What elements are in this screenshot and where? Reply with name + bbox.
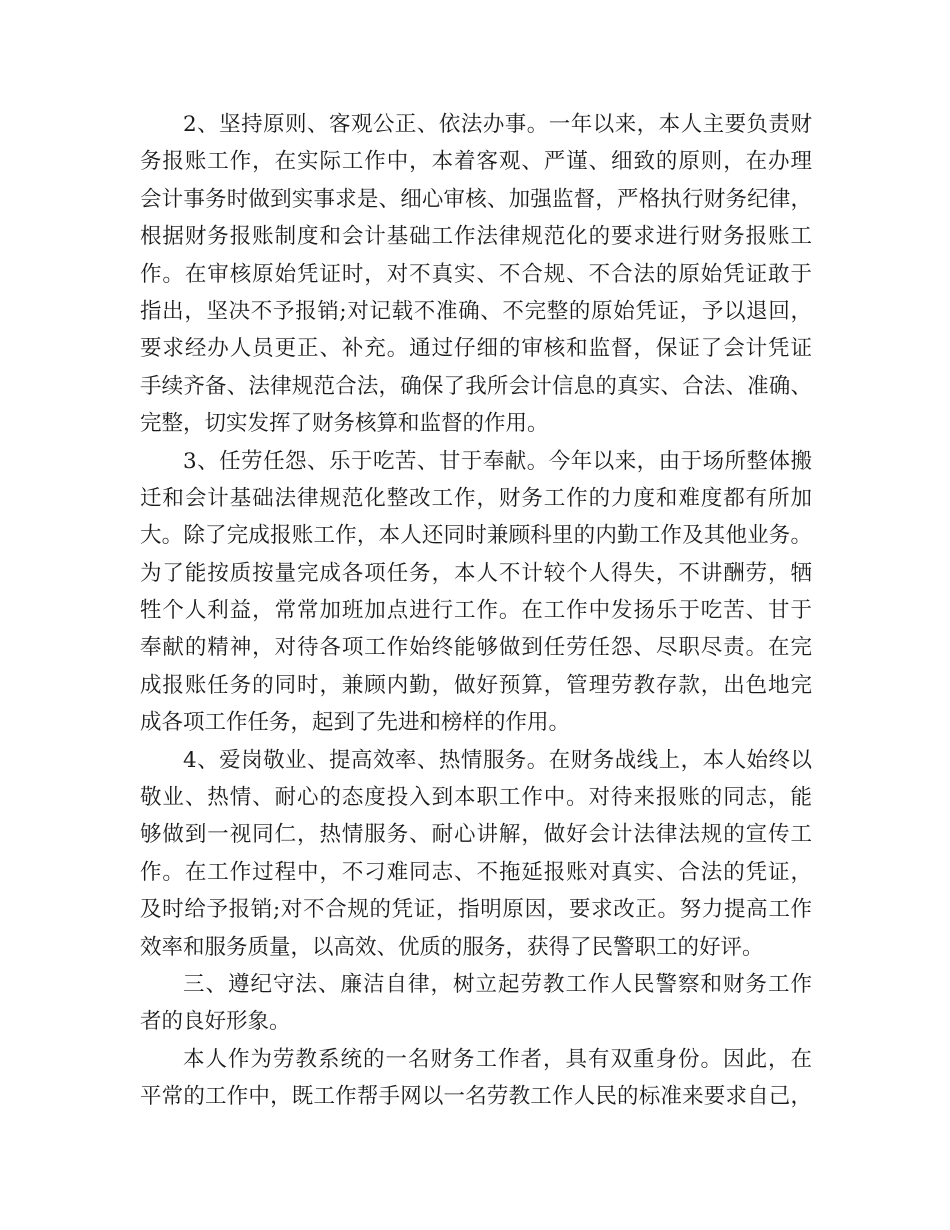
text-line: 大。除了完成报账工作，本人还同时兼顾科里的内勤工作及其他业务。: [140, 523, 812, 549]
text-line: 牲个人利益，常常加班加点进行工作。在工作中发扬乐于吃苦、甘于: [140, 598, 812, 624]
text-line: 三、遵纪守法、廉洁自律，树立起劳教工作人民警察和财务工作: [183, 971, 812, 997]
text-line: 者的良好形象。: [140, 1009, 291, 1035]
text-line: 迁和会计基础法律规范化整改工作，财务工作的力度和难度都有所加: [140, 485, 812, 511]
text-line: 作。在工作过程中，不刁难同志、不拖延报账对真实、合法的凭证，: [140, 859, 812, 885]
text-line: 本人作为劳教系统的一名财务工作者，具有双重身份。因此，在: [183, 1046, 812, 1072]
text-line: 根据财务报账制度和会计基础工作法律规范化的要求进行财务报账工: [140, 224, 812, 250]
text-line: 及时给予报销;对不合规的凭证，指明原因，要求改正。努力提高工作: [140, 897, 812, 923]
text-line: 够做到一视同仁，热情服务、耐心讲解，做好会计法律法规的宣传工: [140, 822, 812, 848]
text-line: 3、任劳任怨、乐于吃苦、甘于奉献。今年以来，由于场所整体搬: [183, 448, 812, 474]
text-line: 敬业、热情、耐心的态度投入到本职工作中。对待来报账的同志，能: [140, 785, 812, 811]
paragraph-identity: [140, 1041, 812, 1116]
text-line: 成报账任务的同时，兼顾内勤，做好预算，管理劳教存款，出色地完: [140, 672, 812, 698]
text-line: 完整，切实发挥了财务核算和监督的作用。: [140, 411, 549, 437]
text-line: 会计事务时做到实事求是、细心审核、加强监督，严格执行财务纪律，: [140, 186, 812, 212]
text-line: 奉献的精神，对待各项工作始终能够做到任劳任怨、尽职尽责。在完: [140, 635, 812, 661]
text-line: 作。在审核原始凭证时，对不真实、不合规、不合法的原始凭证敢于: [140, 261, 812, 287]
text-line: 成各项工作任务，起到了先进和榜样的作用。: [140, 710, 571, 736]
document-body: [140, 106, 812, 1116]
paragraph-hardwork: [140, 443, 812, 742]
text-line: 手续齐备、法律规范合法，确保了我所会计信息的真实、合法、准确、: [140, 373, 812, 399]
text-line: 要求经办人员更正、补充。通过仔细的审核和监督，保证了会计凭证: [140, 336, 812, 362]
text-line: 平常的工作中，既工作帮手网以一名劳教工作人民的标准来要求自己，: [140, 1084, 812, 1110]
text-line: 效率和服务质量，以高效、优质的服务，获得了民警职工的好评。: [140, 934, 764, 960]
text-line: 务报账工作，在实际工作中，本着客观、严谨、细致的原则，在办理: [140, 149, 812, 175]
text-line: 2、坚持原则、客观公正、依法办事。一年以来，本人主要负责财: [183, 112, 812, 137]
text-line: 指出，坚决不予报销;对记载不准确、不完整的原始凭证，予以退回，: [140, 298, 812, 324]
section-heading-discipline: [140, 966, 812, 1041]
paragraph-dedication: [140, 742, 812, 966]
paragraph-principles: [140, 106, 812, 443]
text-line: 为了能按质按量完成各项任务，本人不计较个人得失，不讲酬劳，牺: [140, 560, 812, 586]
text-line: 4、爱岗敬业、提高效率、热情服务。在财务战线上，本人始终以: [183, 747, 812, 773]
